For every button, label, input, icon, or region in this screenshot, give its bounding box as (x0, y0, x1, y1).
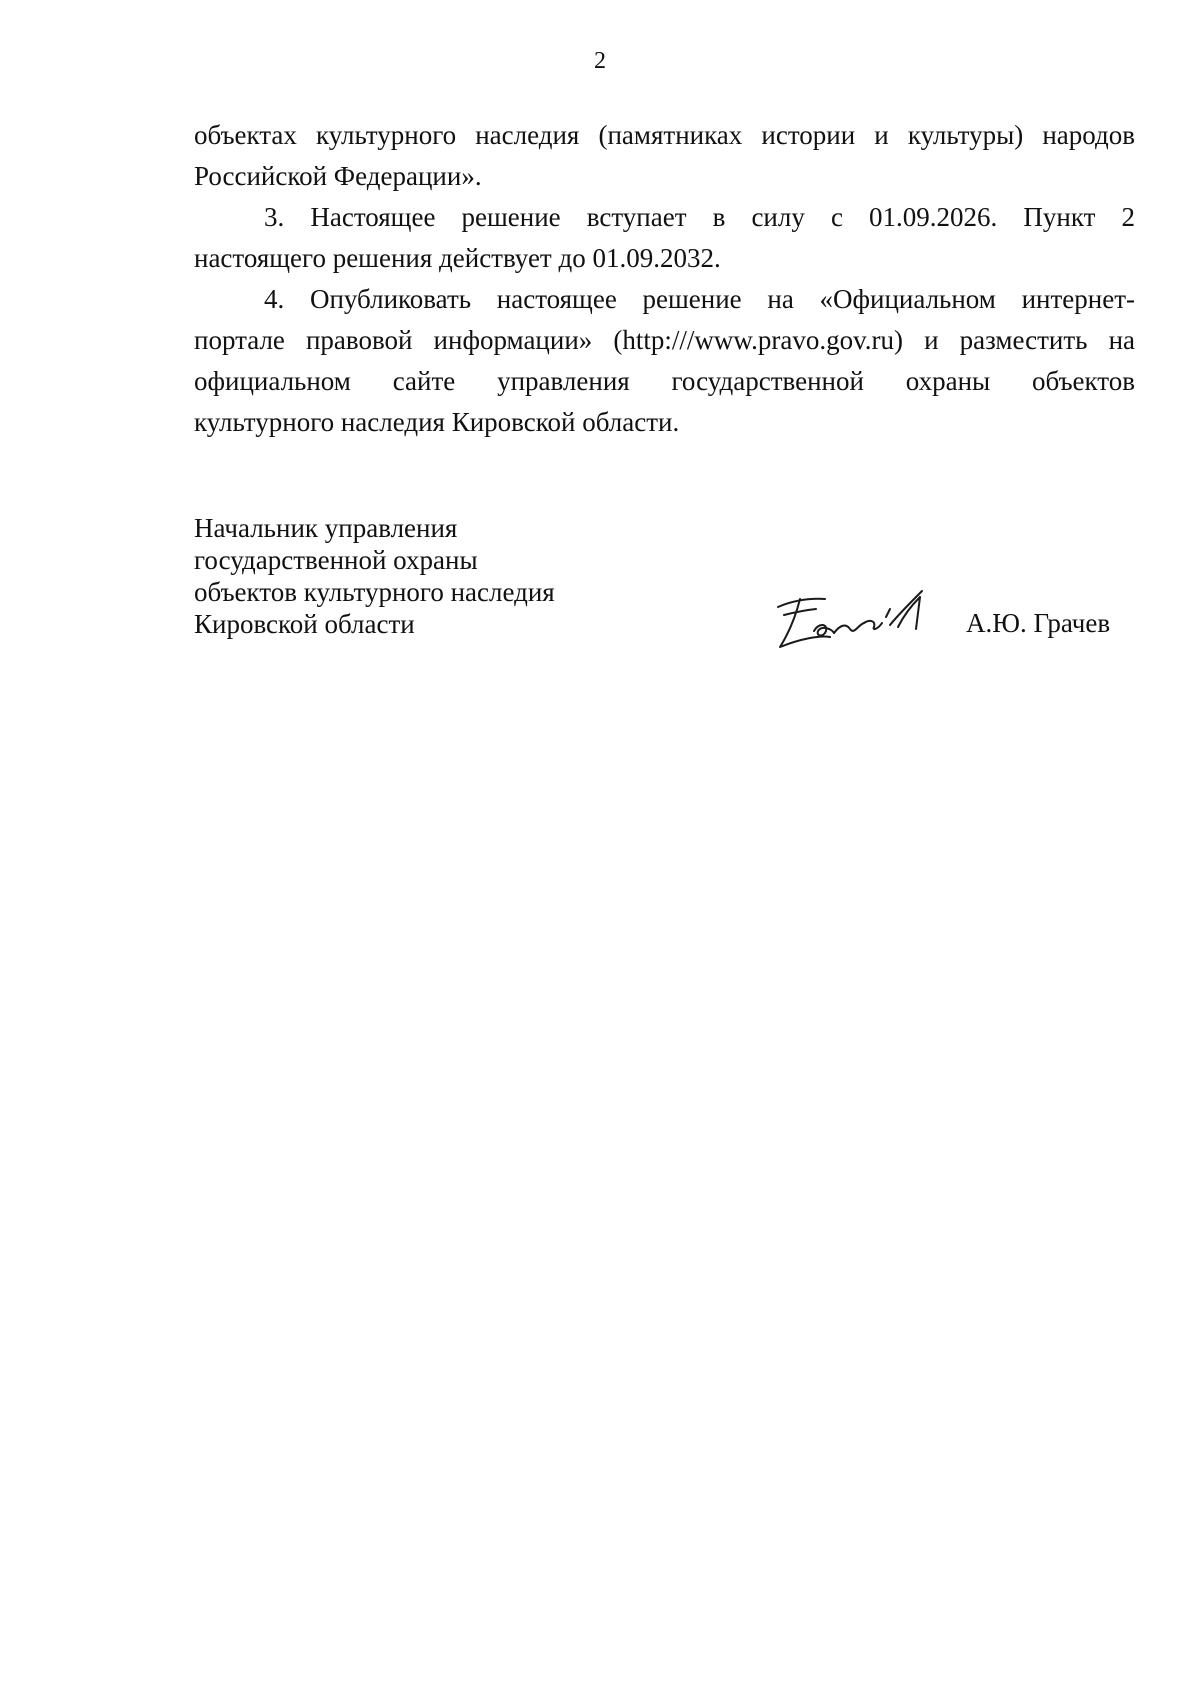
paragraph-3-line-4: культурного наследия Кировской области. (194, 407, 680, 437)
signatory-title (194, 512, 555, 640)
signatory-title-line-2: государственной охраны (194, 545, 478, 575)
paragraph-3-line-3: официальном сайте управления государственной охраны объектов (194, 366, 1135, 396)
paragraph-1-line-2: Российской Федерации». (194, 161, 482, 191)
paragraph-1-line-1: объектах культурного наследия (памятниках истории и культуры) народов (194, 120, 1135, 150)
paragraph-2-line-2: настоящего решения действует до 01.09.2032. (194, 243, 721, 273)
document-body (194, 115, 1135, 443)
page-number: 2 (594, 48, 606, 74)
paragraph-3-line-1: 4. Опубликовать настоящее решение на «Официальном интернет- (264, 284, 1135, 314)
handwritten-signature (770, 585, 935, 660)
paragraph-2-line-1: 3. Настоящее решение вступает в силу с 01.09.2026. Пункт 2 (264, 202, 1135, 232)
signatory-title-line-1: Начальник управления (194, 513, 458, 543)
signatory-title-line-4: Кировской области (194, 609, 415, 639)
signatory-title-line-3: объектов культурного наследия (194, 577, 555, 607)
paragraph-3-line-2: портале правовой информации» (http:///www.pravo.gov.ru) и разместить на (194, 325, 1135, 355)
signatory-name: А.Ю. Грачев (966, 608, 1111, 638)
